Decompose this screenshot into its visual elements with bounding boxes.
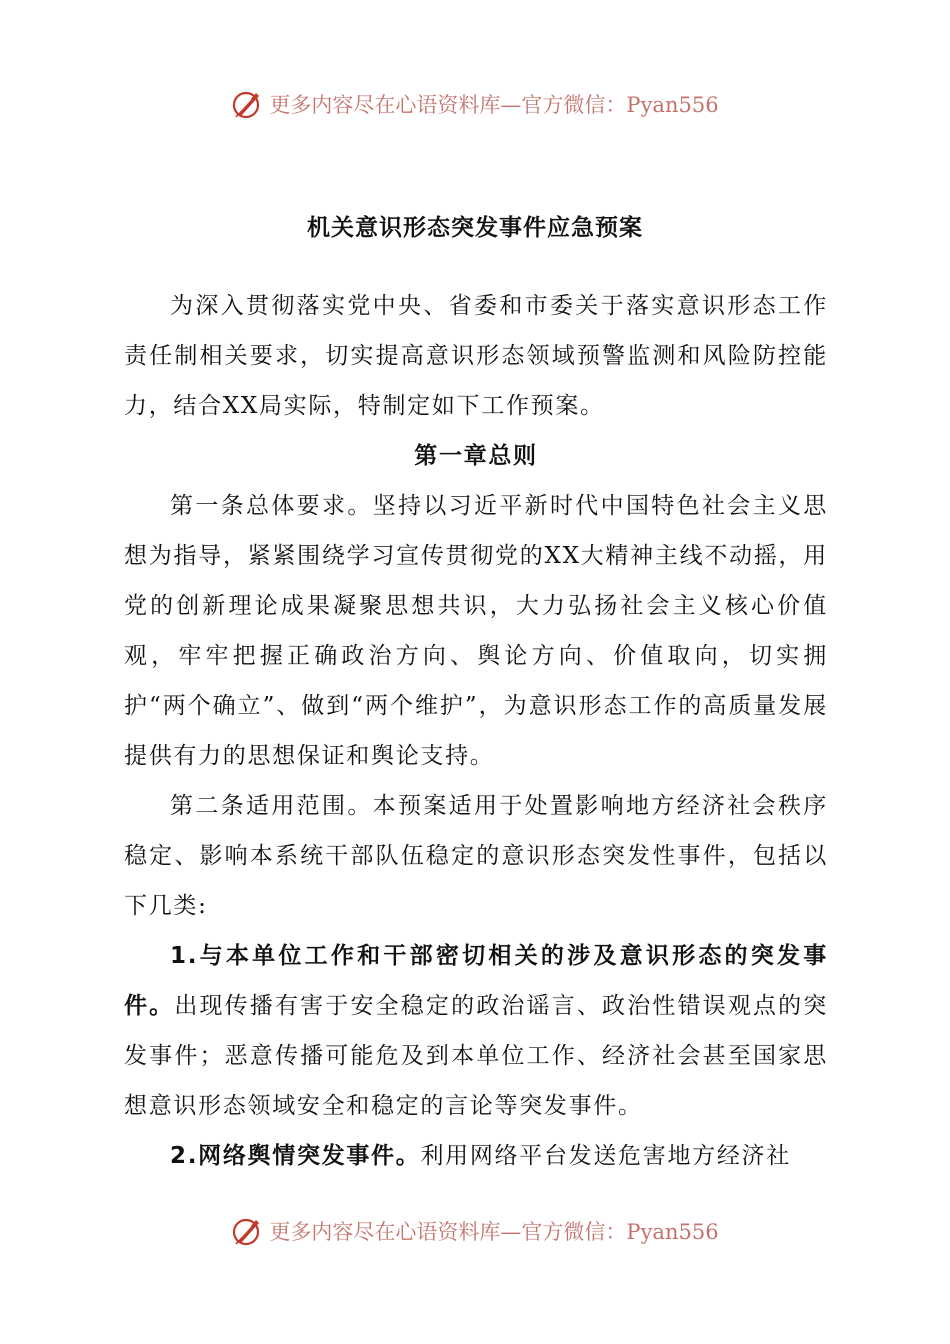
- watermark-text: 更多内容尽在心语资料库—官方微信：Pyan556: [269, 93, 719, 117]
- article-2-paragraph: 第二条适用范围。本预案适用于处置影响地方经济社会秩序稳定、影响本系统干部队伍稳定的意识形态突发性事件，包括以下几类:: [124, 793, 828, 919]
- watermark-text: 更多内容尽在心语资料库—官方微信：Pyan556: [269, 1220, 719, 1244]
- intro-paragraph: 为深入贯彻落实党中央、省委和市委关于落实意识形态工作责任制相关要求，切实提高意识形态领域预警监测和风险防控能力，结合XX局实际，特制定如下工作预案。: [124, 293, 828, 419]
- item-2-body: 利用网络平台发送危害地方经济社: [420, 1143, 791, 1169]
- quill-pen-logo-icon: [231, 1215, 263, 1247]
- article-1-paragraph: 第一条总体要求。坚持以习近平新时代中国特色社会主义思想为指导，紧紧围绕学习宣传贯彻党的XX大精神主线不动摇，用党的创新理论成果凝聚思想共识，大力弘扬社会主义核心价值观，牢牢把握正确政治方向、舆论方向、价值取向，切实拥护“两个确立”、做到“两个维护”，为意识形态工作的高质量发展提供有力的思想保证和舆论支持。: [124, 493, 828, 769]
- document-title: 机关意识形态突发事件应急预案: [307, 215, 643, 241]
- item-2-paragraph: [124, 1131, 828, 1181]
- item-1-paragraph: [124, 931, 828, 1131]
- chapter-heading: 第一章总则: [414, 443, 538, 469]
- item-2-heading: 2.网络舆情突发事件。: [170, 1143, 421, 1169]
- watermark-banner-bottom: [0, 1211, 950, 1251]
- item-1-body: 出现传播有害于安全稳定的政治谣言、政治性错误观点的突发事件；恶意传播可能危及到本单位工作、经济社会甚至国家思想意识形态领域安全和稳定的言论等突发事件。: [124, 993, 829, 1119]
- document-body: [124, 281, 828, 1181]
- item-1-heading: 1.与本单位工作和干部密切相关的涉及意识形态的突发事件。: [124, 943, 828, 1019]
- watermark-banner-top: [0, 84, 950, 124]
- quill-pen-logo-icon: [231, 88, 263, 120]
